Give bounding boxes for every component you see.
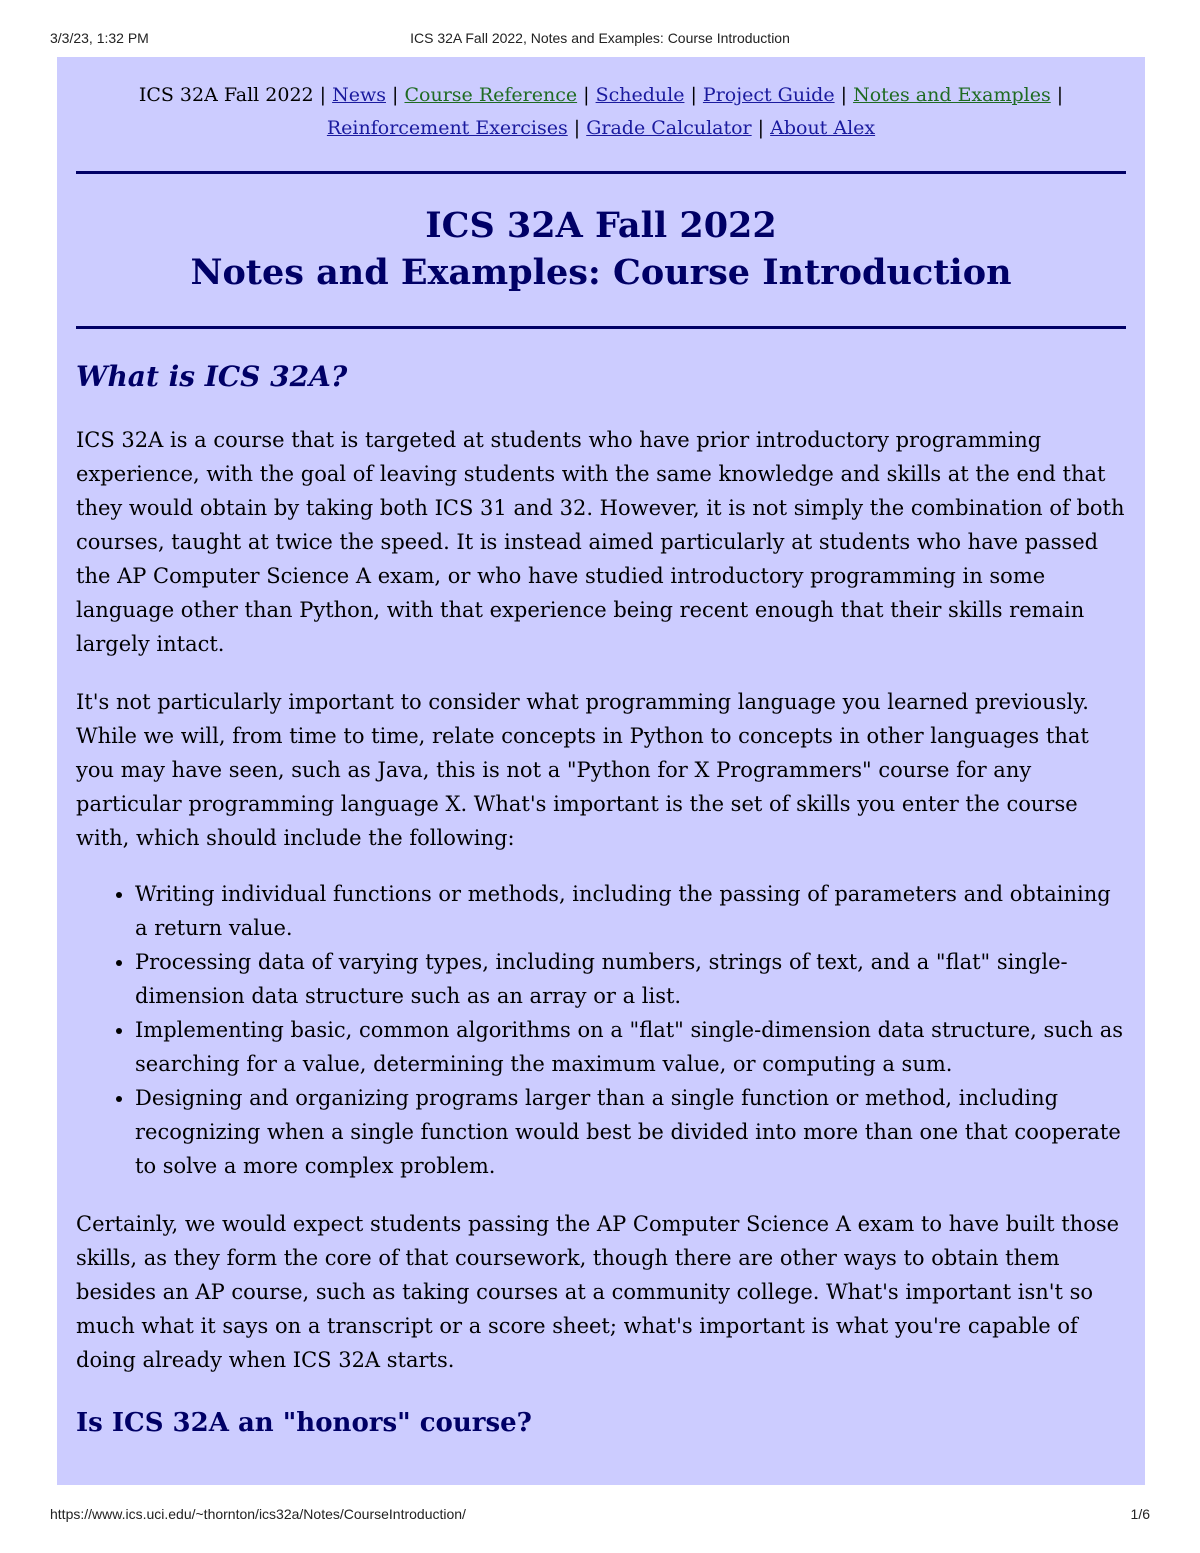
course-nav bbox=[57, 57, 1145, 145]
nav-separator: | bbox=[684, 84, 703, 106]
paragraph: Certainly, we would expect students passing the AP Computer Science A exam to have built those skills, as they form the core of that coursework, though there are other ways to obtain them besides an AP course, such as taking courses at a community college. What's important isn't so much what it says on a transcript or a score sheet; what's important is what you're capable of doing already when ICS 32A starts. bbox=[76, 1212, 1120, 1372]
paragraph: ICS 32A is a course that is targeted at students who have prior introductory programming experience, with the goal of leaving students with the same knowledge and skills at the end that they would obtain by taking both ICS 31 and 32. However, it is not simply the combination of both courses, taught at twice the speed. It is instead aimed particularly at students who have passed the AP Computer Science A exam, or who have studied introductory programming in some language other than Python, with that experience being recent enough that their skills remain largely intact. bbox=[76, 428, 1125, 656]
article-body bbox=[57, 359, 1145, 1441]
nav-separator: | bbox=[751, 117, 771, 139]
list-item: • Processing data of varying types, including numbers, strings of text, and a "flat" single-dimension data structure such as an array or a list. bbox=[135, 945, 1126, 1013]
nav-course-name: ICS 32A Fall 2022 bbox=[138, 84, 314, 106]
page-number: 1/6 bbox=[1130, 1506, 1150, 1522]
section-heading: Is ICS 32A an "honors" course? bbox=[76, 1408, 532, 1438]
list-item: • Writing individual functions or methods, including the passing of parameters and obtaining a return value. bbox=[135, 877, 1126, 945]
nav-separator: | bbox=[567, 117, 587, 139]
nav-separator: | bbox=[577, 84, 596, 106]
print-footer bbox=[50, 1506, 1150, 1524]
list-item: • Designing and organizing programs larger than a single function or method, including recognizing when a single function would best be divided into more than one that cooperate to solve a more complex problem. bbox=[135, 1081, 1126, 1183]
skills-list bbox=[76, 877, 1126, 1183]
nav-link-news[interactable]: News bbox=[332, 84, 386, 106]
paragraph: It's not particularly important to consider what programming language you learned previously. While we will, from time to time, relate concepts in Python to concepts in other languages that you may have seen, such as Java, this is not a "Python for X Programmers" course for any particular programming language X. What's important is the set of skills you enter the course with, which should include the following: bbox=[76, 690, 1089, 850]
page-title-line2: Notes and Examples: Course Introduction bbox=[190, 252, 1012, 293]
divider bbox=[76, 326, 1126, 329]
nav-link-project-guide[interactable]: Project Guide bbox=[702, 84, 835, 106]
nav-separator: | bbox=[386, 84, 405, 106]
print-header bbox=[50, 30, 1150, 48]
nav-link-grade-calculator[interactable]: Grade Calculator bbox=[586, 117, 752, 139]
nav-link-notes-and-examples[interactable]: Notes and Examples bbox=[853, 84, 1051, 106]
nav-link-reinforcement-exercises[interactable]: Reinforcement Exercises bbox=[326, 117, 568, 139]
nav-link-schedule[interactable]: Schedule bbox=[595, 84, 685, 106]
list-item: • Implementing basic, common algorithms on a "flat" single-dimension data structure, such as searching for a value, determining the maximum value, or computing a sum. bbox=[135, 1013, 1126, 1081]
print-date: 3/3/23, 1:32 PM bbox=[50, 30, 149, 46]
print-page-title: ICS 32A Fall 2022, Notes and Examples: Course Introduction bbox=[410, 30, 790, 46]
print-url: https://www.ics.uci.edu/~thornton/ics32a/Notes/CourseIntroduction/ bbox=[50, 1506, 466, 1522]
page-title bbox=[57, 202, 1145, 296]
page-title-line1: ICS 32A Fall 2022 bbox=[425, 205, 777, 246]
nav-separator: | bbox=[313, 84, 333, 106]
section-heading: What is ICS 32A? bbox=[76, 360, 348, 393]
nav-separator: | bbox=[1050, 84, 1064, 106]
divider bbox=[76, 171, 1126, 174]
page-content bbox=[57, 57, 1145, 1485]
nav-link-about-alex[interactable]: About Alex bbox=[770, 117, 876, 139]
nav-separator: | bbox=[834, 84, 854, 106]
nav-link-course-reference[interactable]: Course Reference bbox=[404, 84, 578, 106]
